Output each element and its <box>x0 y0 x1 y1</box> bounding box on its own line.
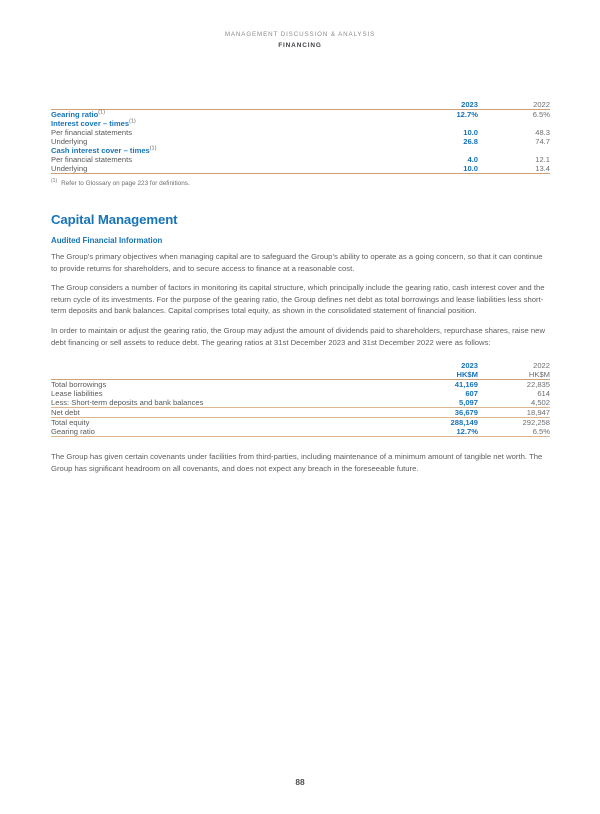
table-row <box>51 155 550 164</box>
page-title: Capital Management <box>51 212 178 227</box>
ratios-table <box>51 100 550 174</box>
gearing-header-2023-year: 2023 <box>461 361 478 371</box>
ratios-row-2022 <box>478 119 550 128</box>
ratios-row-2023: 4.0 <box>467 155 478 164</box>
gearing-row-2023: 12.7% <box>390 427 478 437</box>
ratios-row-label: Per financial statements <box>51 128 133 137</box>
ratios-row-2022: 6.5% <box>532 110 550 119</box>
ratios-header-2022: 2022 <box>478 100 550 110</box>
gearing-row-label: Lease liabilities <box>51 389 103 399</box>
ratios-row-2023 <box>390 146 478 155</box>
row-label-text: Cash interest cover – times <box>51 146 150 155</box>
gearing-row-2022: 18,947 <box>478 408 550 418</box>
gearing-table-header-unit-row <box>51 370 550 380</box>
gearing-row-label: Gearing ratio <box>51 427 390 437</box>
table-row <box>51 137 550 146</box>
table-row <box>51 418 550 428</box>
gearing-row-2022: 614 <box>537 389 550 399</box>
paragraph-3: In order to maintain or adjust the gearing ratio, the Group may adjust the amount of dividends paid to shareholders, repurchase shares, raise new debt financing or sell assets to reduce debt. The gearing ratios at 31st December 2023 and 31st December 2022 were as follows: <box>51 325 545 347</box>
ratios-row-label <box>51 146 390 155</box>
ratios-row-2022 <box>478 146 550 155</box>
gearing-table-header-year-row <box>51 361 550 370</box>
table-row <box>51 110 550 120</box>
page-number: 88 <box>295 777 305 787</box>
footnote-text: Refer to Glossary on page 223 for definitions. <box>61 180 190 187</box>
ratios-header-label <box>51 100 390 110</box>
gearing-header-unit-label <box>51 370 390 380</box>
ratios-row-label: Underlying <box>51 137 88 146</box>
row-label-text: Interest cover – times <box>51 119 130 128</box>
gearing-row-2022: 4,502 <box>478 398 550 408</box>
ratios-row-2023: 12.7% <box>456 110 478 119</box>
table-row <box>51 408 550 418</box>
gearing-row-2023: 36,679 <box>390 408 478 418</box>
ratios-row-2022: 13.4 <box>478 164 550 174</box>
gearing-row-label: Total borrowings <box>51 380 107 390</box>
gearing-row-label: Total equity <box>51 418 90 428</box>
running-head-subsection: FINANCING <box>278 42 322 49</box>
ratios-row-2023: 10.0 <box>463 128 478 137</box>
gearing-header-2023-unit: HK$M <box>390 370 478 380</box>
ratios-table-footnote <box>51 179 550 189</box>
row-label-text: Gearing ratio <box>51 110 99 119</box>
ratios-table-header-row <box>51 100 550 110</box>
section-subtitle: Audited Financial Information <box>51 236 163 245</box>
table-row <box>51 164 550 174</box>
ratios-header-2023: 2023 <box>390 100 478 110</box>
gearing-row-2023: 288,149 <box>450 418 478 428</box>
gearing-row-2022: 292,258 <box>522 418 550 428</box>
footnote-marker: (1) <box>51 177 58 184</box>
ratios-row-2022: 12.1 <box>535 155 550 164</box>
ratios-row-2022: 48.3 <box>535 128 550 137</box>
ratios-row-2023: 26.8 <box>463 137 478 146</box>
running-head <box>0 30 600 51</box>
table-row <box>51 128 550 137</box>
ratios-row-label <box>51 119 390 128</box>
gearing-header-2022-year: 2022 <box>533 361 550 371</box>
paragraph-1: The Group’s primary objectives when managing capital are to safeguard the Group’s ability to operate as a going concern, so that it can continue to provide returns for shareholders, and to secure access to finance at a reasonable cost. <box>51 252 543 273</box>
ratios-row-2023 <box>390 119 478 128</box>
table-row <box>51 389 550 398</box>
ratios-row-2022: 74.7 <box>535 137 550 146</box>
paragraph-2: The Group considers a number of factors in monitoring its capital structure, which principally include the gearing ratio, cash interest cover and the return cycle of its investments. For the purpose of the gearing ratio, the Group defines net debt as total borrowings and lease liabilities less short-term deposits and bank balances. Capital comprises total equity, as shown in the consolidated statement of financial position. <box>51 283 545 316</box>
table-row <box>51 427 550 437</box>
ratios-row-label <box>51 110 390 120</box>
gearing-row-2022: 6.5% <box>478 427 550 437</box>
ratios-row-label: Underlying <box>51 164 390 174</box>
gearing-table <box>51 361 550 437</box>
gearing-row-2023: 41,169 <box>454 380 478 390</box>
ratios-row-2023: 10.0 <box>390 164 478 174</box>
gearing-header-2022-unit: HK$M <box>478 370 550 380</box>
ratios-row-label: Per financial statements <box>51 155 133 164</box>
gearing-row-label: Net debt <box>51 408 390 418</box>
gearing-row-2022: 22,835 <box>526 380 550 390</box>
gearing-row-label: Less: Short-term deposits and bank balances <box>51 398 390 408</box>
page-content <box>51 100 550 474</box>
footnote-marker: (1) <box>129 118 136 125</box>
footnote-marker: (1) <box>149 145 157 152</box>
table-row <box>51 146 550 155</box>
gearing-row-2023: 607 <box>465 389 478 399</box>
gearing-row-2023: 5,097 <box>390 398 478 408</box>
table-row <box>51 119 550 128</box>
running-head-section: MANAGEMENT DISCUSSION & ANALYSIS <box>224 31 376 38</box>
table-row <box>51 398 550 408</box>
paragraph-4: The Group has given certain covenants under facilities from third-parties, including maintenance of a minimum amount of tangible net worth. The Group has significant headroom on all covenants, and does not expect any breach in the foreseeable future. <box>51 452 543 473</box>
table-row <box>51 380 550 390</box>
gearing-header-label <box>51 361 390 370</box>
footnote-marker: (1) <box>98 109 106 116</box>
